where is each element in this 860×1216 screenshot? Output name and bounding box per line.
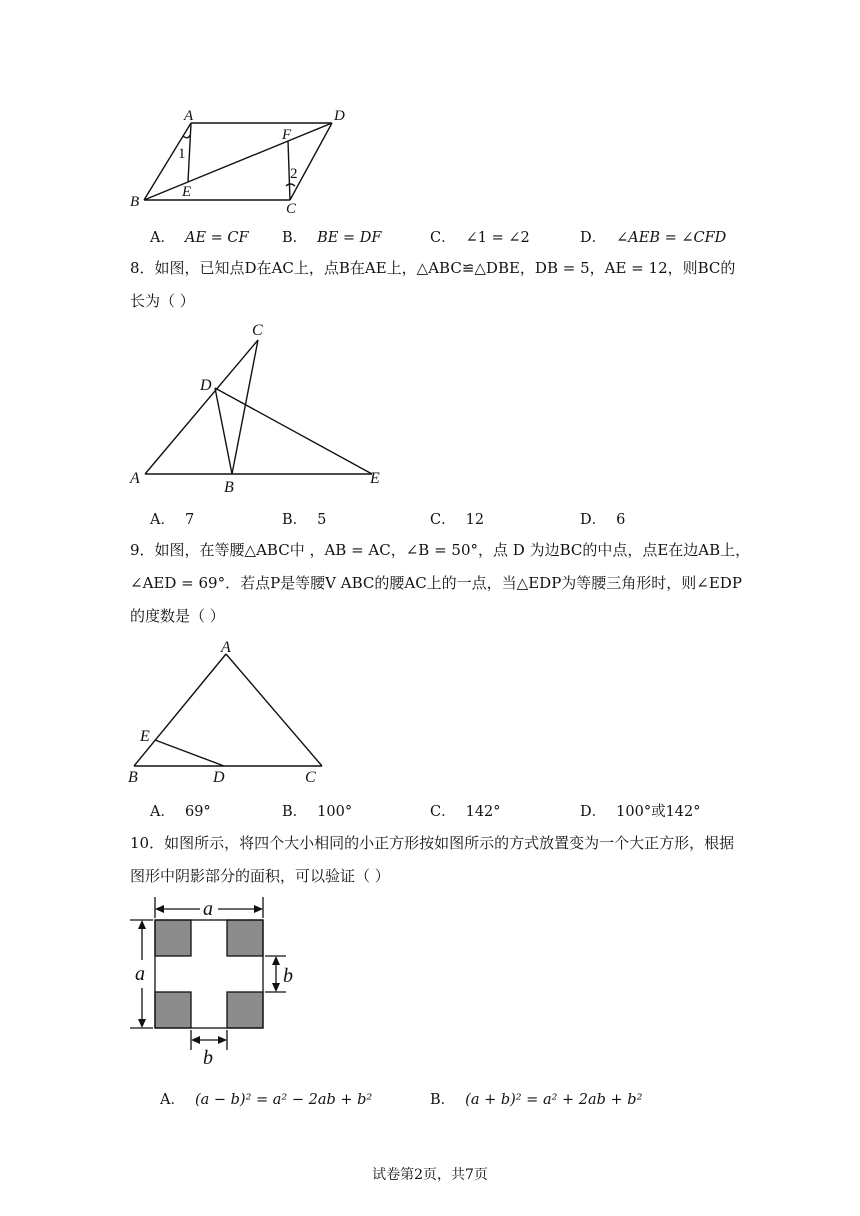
q10-option-b xyxy=(430,1088,642,1109)
q8-option-b-letter: B． xyxy=(282,512,308,528)
page-footer: 试卷第2页，共7页 xyxy=(372,1167,488,1183)
q9-option-c-letter: C． xyxy=(430,804,456,820)
q7-label-1: 1 xyxy=(178,146,186,162)
q7-segment-AE xyxy=(188,123,191,182)
q7-figure xyxy=(120,100,360,220)
q10-option-a xyxy=(160,1088,372,1109)
q9-stem-line2: ∠AED = 69°．若点P是等腰V ABC的腰AC上的一点，当△EDP为等腰三角形时，则∠EDP xyxy=(130,574,742,592)
q9-option-a-letter: A． xyxy=(150,804,175,820)
q8-segment-AC xyxy=(145,340,258,474)
q9-option-c xyxy=(430,800,501,821)
q8-option-c xyxy=(430,508,484,529)
q9-option-b-letter: B． xyxy=(282,804,308,820)
q7-label-D: D xyxy=(334,108,345,124)
q7-option-c-text: ∠1 = ∠2 xyxy=(465,230,530,246)
q9-segment-ED xyxy=(155,740,224,766)
q10-stem-line1: 10．如图所示，将四个大小相同的小正方形按如图所示的方式放置变为一个大正方形，根据 xyxy=(130,834,735,852)
q7-option-a xyxy=(150,226,249,247)
q7-option-d-text: ∠AEB = ∠CFD xyxy=(616,230,727,246)
q10-option-a-letter: A． xyxy=(160,1092,185,1108)
q8-option-a xyxy=(150,508,194,529)
q10-shaded-square-bottom-right xyxy=(227,992,263,1028)
q8-option-b-text: 5 xyxy=(317,512,327,528)
q9-stem-line1: 9．如图，在等腰△ABC中 ，AB = AC，∠B = 50°，点 D 为边BC的中点，点E在边AB上， xyxy=(130,541,751,559)
q9-option-a xyxy=(150,800,211,821)
q7-option-b-text: BE = DF xyxy=(317,230,382,246)
q9-label-B: B xyxy=(128,769,138,786)
q8-figure xyxy=(120,316,400,496)
q8-option-b xyxy=(282,508,326,529)
q7-label-E: E xyxy=(182,184,192,200)
q8-option-d-text: 6 xyxy=(616,512,626,528)
q7-option-b-letter: B． xyxy=(282,230,308,246)
q8-stem-line2: 长为（ ） xyxy=(130,292,195,310)
q8-label-E: E xyxy=(370,470,380,487)
q9-option-d-text: 100°或142° xyxy=(616,804,701,820)
q7-label-F: F xyxy=(282,127,292,143)
q8-stem-line1: 8．如图，已知点D在AC上，点B在AE上，△ABC≌△DBE，DB = 5，AE = 12，则BC的 xyxy=(130,259,736,277)
q9-segment-AC xyxy=(226,654,322,766)
q7-label-B: B xyxy=(130,194,140,210)
q10-option-b-text: (a + b)² = a² + 2ab + b² xyxy=(465,1092,643,1108)
q8-label-B: B xyxy=(224,479,234,496)
q7-label-2: 2 xyxy=(290,166,298,182)
q7-segment-BD xyxy=(144,123,332,200)
q9-label-A: A xyxy=(221,639,231,656)
q8-segment-DB xyxy=(215,388,232,474)
q7-option-c-letter: C． xyxy=(430,230,456,246)
q10-label-b-bottom: b xyxy=(203,1047,213,1069)
q9-option-d xyxy=(580,800,701,821)
q10-label-b-right: b xyxy=(283,965,293,987)
q9-option-b xyxy=(282,800,352,821)
q7-option-d-letter: D． xyxy=(580,230,607,246)
q7-option-c xyxy=(430,226,530,247)
q8-option-d-letter: D． xyxy=(580,512,607,528)
q10-shaded-square-top-right xyxy=(227,920,263,956)
q10-shaded-square-bottom-left xyxy=(155,992,191,1028)
q7-label-C: C xyxy=(286,201,297,217)
q7-option-d xyxy=(580,226,726,247)
q7-segment-DC xyxy=(290,123,332,200)
q9-option-a-text: 69° xyxy=(184,804,211,820)
q8-label-A: A xyxy=(130,470,140,487)
q8-segment-BC xyxy=(232,340,258,474)
q7-option-a-text: AE = CF xyxy=(184,230,249,246)
q8-option-a-text: 7 xyxy=(184,512,195,528)
q7-label-A: A xyxy=(184,108,194,124)
q8-label-D: D xyxy=(200,377,212,394)
q10-shaded-square-top-left xyxy=(155,920,191,956)
q9-label-C: C xyxy=(305,769,316,786)
q9-option-b-text: 100° xyxy=(317,804,353,820)
q9-option-c-text: 142° xyxy=(465,804,501,820)
q10-label-a-left: a xyxy=(135,963,145,985)
q8-segment-DE xyxy=(215,388,372,474)
q10-option-a-text: (a − b)² = a² − 2ab + b² xyxy=(194,1092,373,1108)
q10-option-b-letter: B． xyxy=(430,1092,456,1108)
q10-stem-line2: 图形中阴影部分的面积，可以验证（ ） xyxy=(130,867,390,885)
q8-label-C: C xyxy=(252,322,263,339)
q7-angle2-arc xyxy=(286,184,295,186)
q9-figure xyxy=(120,634,340,790)
q9-label-D: D xyxy=(213,769,225,786)
q10-label-a-top: a xyxy=(203,898,213,920)
q9-label-E: E xyxy=(140,728,150,745)
q9-stem-line3: 的度数是（ ） xyxy=(130,607,225,625)
q7-option-b xyxy=(282,226,381,247)
q9-option-d-letter: D． xyxy=(580,804,607,820)
q8-option-c-letter: C． xyxy=(430,512,456,528)
q8-option-c-text: 12 xyxy=(465,512,485,528)
q10-figure xyxy=(120,892,310,1072)
q8-option-a-letter: A． xyxy=(150,512,175,528)
q8-option-d xyxy=(580,508,625,529)
q7-option-a-letter: A． xyxy=(150,230,175,246)
